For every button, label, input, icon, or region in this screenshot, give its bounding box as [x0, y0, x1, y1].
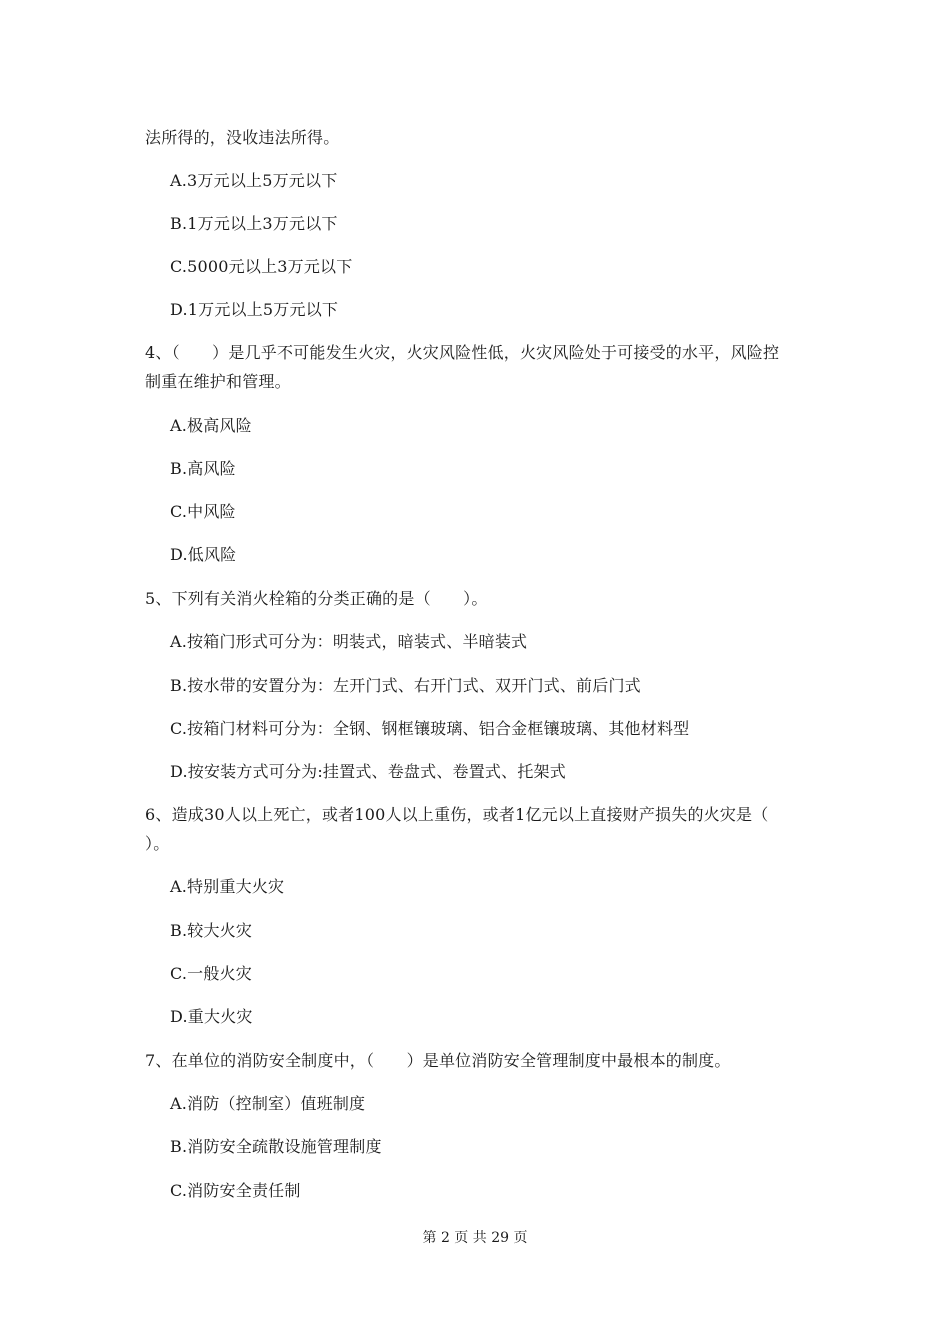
q5-stem: 5、下列有关消火栓箱的分类正确的是（ ）。 — [145, 589, 488, 608]
q3-option-c: C.5000元以上3万元以下 — [170, 257, 353, 276]
q6-option-d: D.重大火灾 — [170, 1007, 253, 1026]
q7-option-a: A.消防（控制室）值班制度 — [170, 1094, 366, 1113]
q6-stem-line2: ）。 — [145, 834, 170, 853]
q4-option-b: B.高风险 — [170, 459, 236, 478]
q6-option-c: C.一般火灾 — [170, 964, 252, 983]
q6-stem-line1: 6、造成30人以上死亡，或者100人以上重伤，或者1亿元以上直接财产损失的火灾是（ — [145, 805, 769, 824]
q4-option-d: D.低风险 — [170, 545, 237, 564]
q4-option-c: C.中风险 — [170, 502, 236, 521]
q7-stem: 7、在单位的消防安全制度中，（ ）是单位消防安全管理制度中最根本的制度。 — [145, 1051, 731, 1070]
q3-stem-continuation: 法所得的，没收违法所得。 — [145, 128, 340, 147]
q5-option-c: C.按箱门材料可分为：全钢、钢框镶玻璃、铝合金框镶玻璃、其他材料型 — [170, 719, 690, 738]
q5-option-b: B.按水带的安置分为：左开门式、右开门式、双开门式、前后门式 — [170, 676, 641, 695]
q4-stem-line2: 制重在维护和管理。 — [145, 372, 291, 391]
q5-option-d: D.按安装方式可分为:挂置式、卷盘式、卷置式、托架式 — [170, 762, 566, 781]
q3-option-d: D.1万元以上5万元以下 — [170, 300, 339, 319]
q6-option-a: A.特别重大火灾 — [170, 877, 285, 896]
q3-option-b: B.1万元以上3万元以下 — [170, 214, 338, 233]
page-number-footer: 第 2 页 共 29 页 — [422, 1230, 528, 1246]
q5-option-a: A.按箱门形式可分为：明装式，暗装式、半暗装式 — [170, 632, 528, 651]
q3-option-a: A.3万元以上5万元以下 — [170, 171, 338, 190]
q6-option-b: B.较大火灾 — [170, 921, 253, 940]
q4-option-a: A.极高风险 — [170, 416, 252, 435]
q7-option-c: C.消防安全责任制 — [170, 1181, 301, 1200]
q4-stem-line1: 4、（ ）是几乎不可能发生火灾，火灾风险性低，火灾风险处于可接受的水平，风险控 — [145, 343, 780, 362]
q7-option-b: B.消防安全疏散设施管理制度 — [170, 1137, 382, 1156]
